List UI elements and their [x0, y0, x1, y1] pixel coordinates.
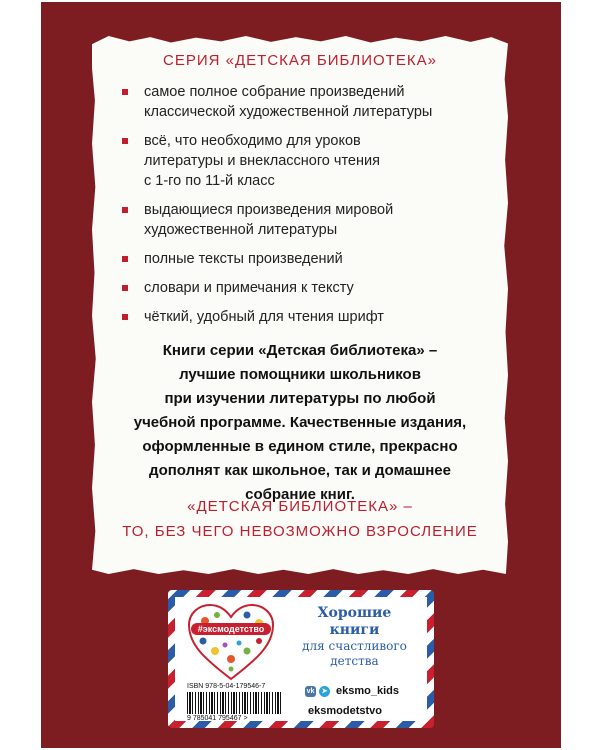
series-title: СЕРИЯ «ДЕТСКАЯ БИБЛИОТЕКА» [163, 52, 437, 69]
isbn-number: ISBN 978-5-04-179546-7 [187, 683, 266, 690]
hashtag-label: #эксмодетство [191, 623, 271, 635]
isbn-block [187, 683, 285, 722]
bullet-icon [122, 138, 128, 144]
series-description: Книги серии «Детская библиотека» – лучшие помощники школьников при изучении литературы по любой учебной программе. Качественные издания, оформленные в едином стиле, прекрасно дополнят как школьное, так и домашнее собрание книг. [133, 342, 467, 503]
bullet-icon [122, 285, 128, 291]
heart-logo-icon [185, 601, 277, 683]
telegram-icon: ➤ [319, 686, 330, 697]
publisher-envelope-block [168, 590, 434, 728]
barcode-digits: 9 785041 795467 > [187, 715, 248, 722]
series-tagline: «ДЕТСКАЯ БИБЛИОТЕКА» – ТО, БЕЗ ЧЕГО НЕВОЗМОЖНО ВЗРОСЛЕНИЕ [122, 498, 478, 540]
list-item: выдающиеся произведения мировой художественной литературы [122, 200, 492, 240]
list-item: самое полное собрание произведений классической художественной литературы [122, 82, 492, 122]
bullet-icon [122, 207, 128, 213]
list-item: всё, что необходимо для уроков литературы и внеклассного чтения с 1-го по 11-й класс [122, 131, 492, 191]
publisher-slogan: Хорошие книги для счастливого детства [302, 605, 407, 668]
envelope-inner [175, 597, 427, 721]
barcode [187, 692, 283, 714]
bullet-icon [122, 256, 128, 262]
social-row-telegram: eksmodetstvo [308, 705, 382, 717]
bullet-icon [122, 314, 128, 320]
bullet-icon [122, 89, 128, 95]
social-row-vk: vk ➤ eksmo_kids [306, 685, 399, 697]
social-links [305, 685, 425, 725]
list-item: чёткий, удобный для чтения шрифт [122, 307, 492, 327]
feature-list [122, 82, 492, 336]
list-item: полные тексты произведений [122, 249, 492, 269]
list-item: словари и примечания к тексту [122, 278, 492, 298]
vk-icon: vk [306, 687, 315, 695]
